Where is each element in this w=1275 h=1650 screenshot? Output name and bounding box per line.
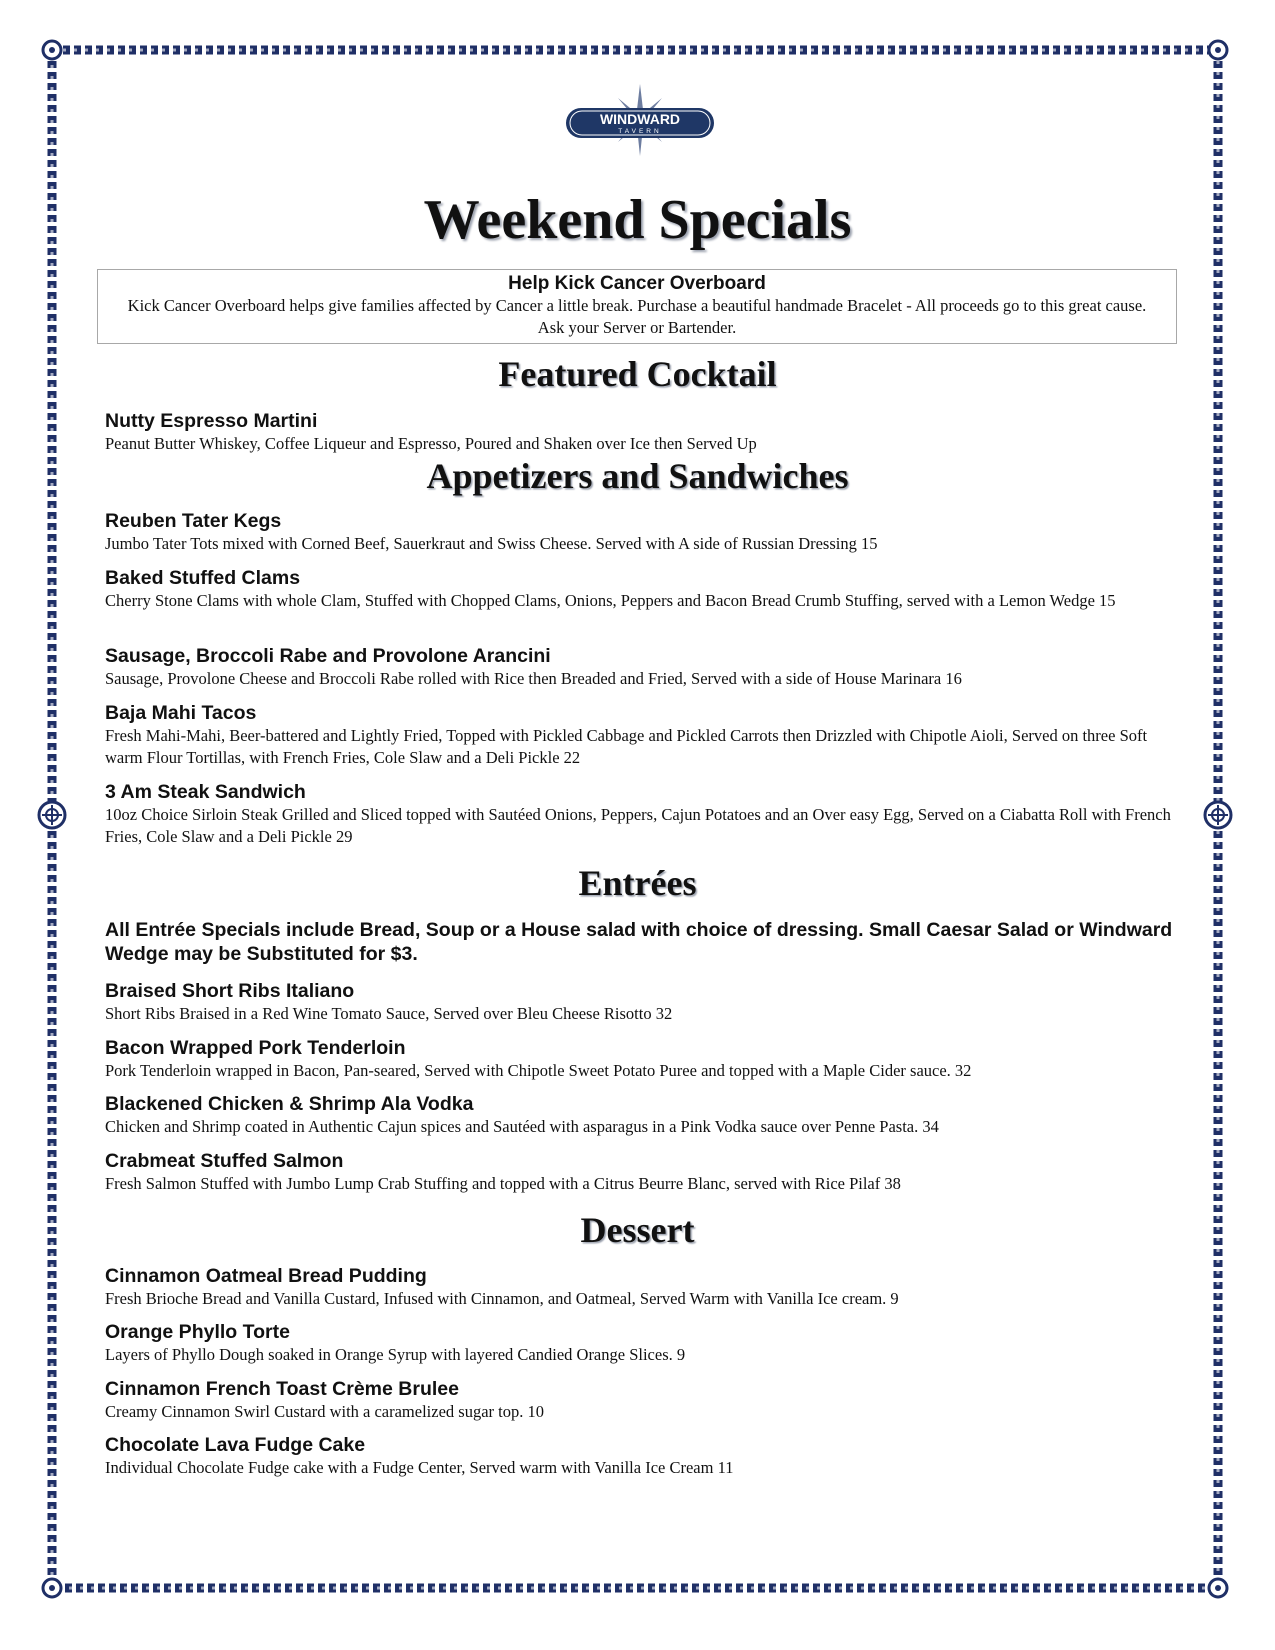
windward-tavern-logo <box>560 80 720 160</box>
page-title: Weekend Specials <box>423 189 852 251</box>
item-description: Individual Chocolate Fudge cake with a Fudge Center, Served warm with Vanilla Ice Cream 11 <box>105 1458 734 1477</box>
item-description: Fresh Salmon Stuffed with Jumbo Lump Crab Stuffing and topped with a Citrus Beurre Blanc, served with Rice Pilaf 38 <box>105 1174 901 1193</box>
menu-item <box>105 644 1180 690</box>
menu-item <box>105 1320 1180 1366</box>
entree-note: All Entrée Specials include Bread, Soup or a House salad with choice of dressing. Small Caesar Salad or Windward Wedge may be Substituted for $3. <box>105 919 1173 965</box>
item-description: Fresh Mahi-Mahi, Beer-battered and Lightly Fried, Topped with Pickled Cabbage and Pickled Carrots then Drizzled with Chipotle Aioli, Served on three Soft warm Flour Tortillas, with French Fries, Cole Slaw and a Deli Pickle 22 <box>105 726 1148 767</box>
section-heading-cocktail: Featured Cocktail <box>498 354 777 394</box>
item-description: Cherry Stone Clams with whole Clam, Stuffed with Chopped Clams, Onions, Peppers and Bacon Bread Crumb Stuffing, served with a Lemon Wedge 15 <box>105 591 1116 610</box>
menu-item <box>105 1036 1180 1082</box>
item-name: Chocolate Lava Fudge Cake <box>105 1434 366 1456</box>
item-description: Sausage, Provolone Cheese and Broccoli Rabe rolled with Rice then Breaded and Fried, Served with a side of House Marinara 16 <box>105 669 962 688</box>
logo-line1: WINDWARD <box>599 111 681 127</box>
section-heading-appetizers: Appetizers and Sandwiches <box>426 456 849 496</box>
item-name: Cinnamon French Toast Crème Brulee <box>105 1378 459 1400</box>
menu-item <box>105 1092 1180 1138</box>
item-description: Short Ribs Braised in a Red Wine Tomato Sauce, Served over Bleu Cheese Risotto 32 <box>105 1004 673 1023</box>
section-heading-entrees: Entrées <box>578 863 697 903</box>
menu-item <box>105 566 1180 612</box>
menu-item <box>105 1433 1180 1479</box>
item-name: Reuben Tater Kegs <box>105 510 282 532</box>
menu-item <box>105 780 1180 848</box>
item-name: Cinnamon Oatmeal Bread Pudding <box>105 1265 427 1287</box>
menu-item <box>105 701 1180 769</box>
item-name: Blackened Chicken & Shrimp Ala Vodka <box>105 1093 474 1115</box>
item-name: Orange Phyllo Torte <box>105 1321 290 1343</box>
menu-item <box>105 979 1180 1025</box>
item-description: Fresh Brioche Bread and Vanilla Custard, Infused with Cinnamon, and Oatmeal, Served Warm with Vanilla Ice cream. 9 <box>105 1289 899 1308</box>
notice-text: Kick Cancer Overboard helps give families affected by Cancer a little break. Purchase a beautiful handmade Bracelet - All proceeds go to this great cause. Ask your Server or Bartender. <box>127 296 1147 337</box>
menu-item <box>105 1377 1180 1423</box>
notice-title: Help Kick Cancer Overboard <box>508 273 766 294</box>
item-description: Pork Tenderloin wrapped in Bacon, Pan-seared, Served with Chipotle Sweet Potato Puree and topped with a Maple Cider sauce. 32 <box>105 1061 972 1080</box>
item-name: Braised Short Ribs Italiano <box>105 980 355 1002</box>
menu-item <box>105 409 1180 455</box>
section-heading-dessert: Dessert <box>580 1210 695 1250</box>
item-description: Layers of Phyllo Dough soaked in Orange Syrup with layered Candied Orange Slices. 9 <box>105 1345 686 1364</box>
item-description: Chicken and Shrimp coated in Authentic Cajun spices and Sautéed with asparagus in a Pink Vodka sauce over Penne Pasta. 34 <box>105 1117 939 1136</box>
item-name: Crabmeat Stuffed Salmon <box>105 1150 344 1172</box>
item-description: 10oz Choice Sirloin Steak Grilled and Sliced topped with Sautéed Onions, Peppers, Cajun Potatoes and an Over easy Egg, Served on a Ciabatta Roll with French Fries, Cole Slaw and a Deli Pickle 29 <box>105 805 1171 846</box>
menu-item <box>105 509 1180 555</box>
item-description: Jumbo Tater Tots mixed with Corned Beef, Sauerkraut and Swiss Cheese. Served with A side of Russian Dressing 15 <box>105 534 878 553</box>
item-name: Sausage, Broccoli Rabe and Provolone Arancini <box>105 645 551 667</box>
fundraiser-notice <box>97 269 1177 344</box>
item-description: Peanut Butter Whiskey, Coffee Liqueur and Espresso, Poured and Shaken over Ice then Served Up <box>105 434 757 453</box>
menu-item <box>105 1264 1180 1310</box>
item-name: 3 Am Steak Sandwich <box>105 781 306 803</box>
item-description: Creamy Cinnamon Swirl Custard with a caramelized sugar top. 10 <box>105 1402 544 1421</box>
item-name: Baja Mahi Tacos <box>105 702 257 724</box>
item-name: Bacon Wrapped Pork Tenderloin <box>105 1037 406 1059</box>
menu-item <box>105 1149 1180 1195</box>
logo-line2: TAVERN <box>618 128 662 135</box>
item-name: Nutty Espresso Martini <box>105 410 318 432</box>
item-name: Baked Stuffed Clams <box>105 567 301 589</box>
